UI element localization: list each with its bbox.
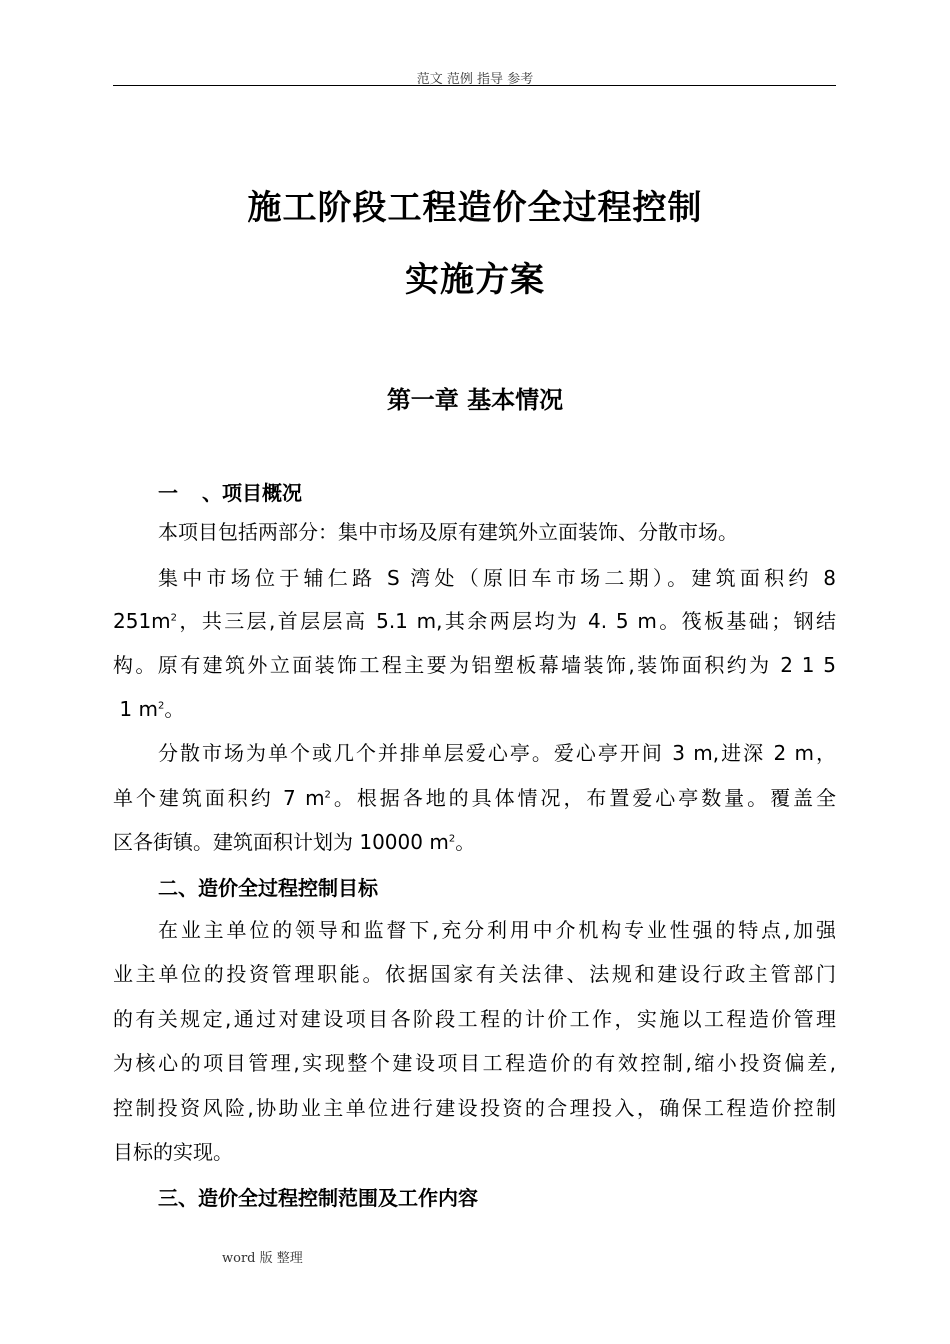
paragraph-line: 为核心的项目管理,实现整个建设项目工程造价的有效控制,缩小投资偏差, (113, 1051, 836, 1075)
paragraph-line: 控制投资风险,协助业主单位进行建设投资的合理投入，确保工程造价控制 (113, 1096, 836, 1120)
document-title: 施工阶段工程造价全过程控制 (247, 188, 703, 228)
section2-heading: 二、造价全过程控制目标 (158, 876, 378, 900)
paragraph-line: 区各街镇。建筑面积计划为 10000 $m^2$。 (113, 830, 476, 854)
section1-title: 、项目概况 (202, 481, 302, 505)
paragraph-line: 目标的实现。 (113, 1140, 233, 1164)
paragraph-line: 分散市场为单个或几个并排单层爱心亭。爱心亭开间 3 m,进深 2 m， (158, 741, 836, 765)
header-rule (113, 85, 836, 86)
page-header: 范文 范例 指导 参考 (416, 72, 534, 87)
paragraph-line: 单个建筑面积约 7 $m^2$。根据各地的具体情况，布置爱心亭数量。覆盖全 (113, 786, 837, 810)
paragraph-line: 在业主单位的领导和监督下,充分利用中介机构专业性强的特点,加强 (158, 918, 836, 942)
chapter-heading: 第一章 基本情况 (386, 386, 564, 414)
section1-heading (158, 477, 302, 506)
paragraph-line: 构。原有建筑外立面装饰工程主要为铝塑板幕墙装饰,装饰面积约为 2 1 5 (113, 653, 836, 677)
paragraph-line: $251m^2$，共三层,首层层高 5.1 m,其余两层均为 4. 5 m。筏板基础；钢结 (113, 609, 836, 633)
paragraph-line: 业主单位的投资管理职能。依据国家有关法律、法规和建设行政主管部门 (113, 962, 836, 986)
section1-number: 一 (158, 481, 178, 505)
page-footer: word 版 整理 (222, 1251, 303, 1266)
paragraph-line: 1 $m^2$。 (119, 697, 185, 721)
document-subtitle: 实施方案 (405, 260, 545, 300)
paragraph-line: 集中市场位于辅仁路 S 湾处（原旧车市场二期）。建筑面积约 8 (158, 566, 836, 590)
section3-heading: 三、造价全过程控制范围及工作内容 (158, 1186, 478, 1210)
paragraph-line: 本项目包括两部分：集中市场及原有建筑外立面装饰、分散市场。 (158, 520, 738, 544)
paragraph-line: 的有关规定,通过对建设项目各阶段工程的计价工作，实施以工程造价管理 (113, 1007, 836, 1031)
